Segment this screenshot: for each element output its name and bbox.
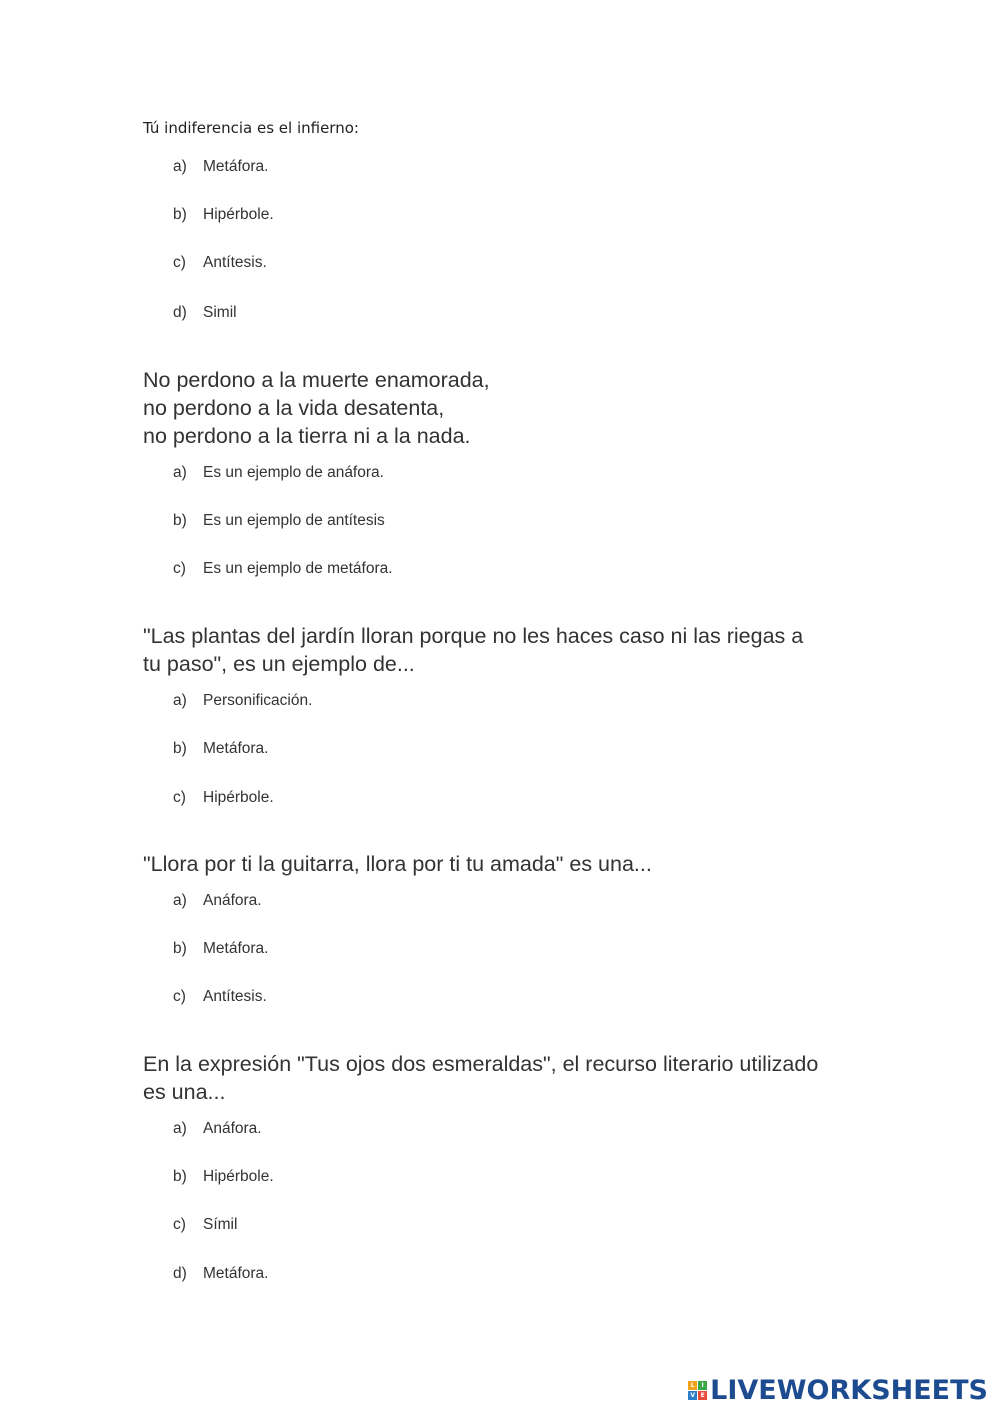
option-letter: b) [173,1168,187,1185]
option-c[interactable] [173,1216,237,1234]
option-letter: c) [173,560,186,577]
option-label: Hipérbole. [203,789,274,806]
option-label: Personificación. [203,692,313,709]
option-label: Hipérbole. [203,206,274,223]
question-4 [143,850,883,1005]
option-letter: b) [173,206,187,223]
option-label: Es un ejemplo de antítesis [203,512,385,529]
option-b[interactable] [173,512,385,530]
option-label: Hipérbole. [203,1168,274,1185]
option-a[interactable] [173,1120,262,1138]
option-c[interactable] [173,254,267,272]
question-text: En la expresión "Tus ojos dos esmeraldas", el recurso literario utilizado es una... [143,1052,819,1104]
question-2 [143,366,883,577]
option-d[interactable] [173,1265,268,1283]
option-label: Símil [203,1216,238,1233]
logo-letter-l: L [688,1381,697,1390]
option-a[interactable] [173,158,268,176]
option-label: Metáfora. [203,1265,269,1282]
option-letter: a) [173,464,187,481]
option-letter: b) [173,740,187,757]
option-c[interactable] [173,988,267,1006]
option-letter: d) [173,1265,187,1282]
option-b[interactable] [173,206,274,224]
option-b[interactable] [173,1168,274,1186]
option-label: Es un ejemplo de metáfora. [203,560,393,577]
option-label: Metáfora. [203,740,269,757]
option-c[interactable] [173,789,274,807]
question-text: No perdono a la muerte enamorada, no perdono a la vida desatenta, no perdono a la tierra ni a la nada. [143,368,490,448]
option-a[interactable] [173,464,384,482]
option-label: Antítesis. [203,254,267,271]
option-letter: c) [173,1216,186,1233]
option-a[interactable] [173,692,312,710]
liveworksheets-logo-icon [688,1381,707,1400]
question-3 [143,622,883,806]
brand-name: LIVEWORKSHEETS [710,1375,988,1406]
question-1 [143,118,883,321]
question-5 [143,1050,883,1282]
option-b[interactable] [173,740,268,758]
question-text: "Llora por ti la guitarra, llora por ti tu amada" es una... [143,852,652,876]
option-letter: c) [173,254,186,271]
question-text: "Las plantas del jardín lloran porque no les haces caso ni las riegas a tu paso", es un ejemplo de... [143,624,804,676]
option-a[interactable] [173,892,262,910]
option-c[interactable] [173,560,393,578]
option-label: Anáfora. [203,892,262,909]
option-letter: c) [173,789,186,806]
option-label: Simil [203,304,237,321]
option-label: Es un ejemplo de anáfora. [203,464,384,481]
option-letter: c) [173,988,186,1005]
question-text: Tú indiferencia es el infierno: [143,119,359,137]
logo-letter-e: E [698,1391,707,1400]
option-letter: a) [173,158,187,175]
option-d[interactable] [173,304,237,322]
option-letter: a) [173,1120,187,1137]
option-label: Metáfora. [203,940,269,957]
option-b[interactable] [173,940,268,958]
option-letter: d) [173,304,187,321]
option-label: Anáfora. [203,1120,262,1137]
logo-letter-i: I [698,1381,707,1390]
option-letter: a) [173,892,187,909]
option-label: Metáfora. [203,158,269,175]
option-label: Antítesis. [203,988,267,1005]
liveworksheets-brand[interactable] [688,1375,988,1406]
option-letter: b) [173,940,187,957]
option-letter: b) [173,512,187,529]
logo-letter-v: V [688,1391,697,1400]
option-letter: a) [173,692,187,709]
